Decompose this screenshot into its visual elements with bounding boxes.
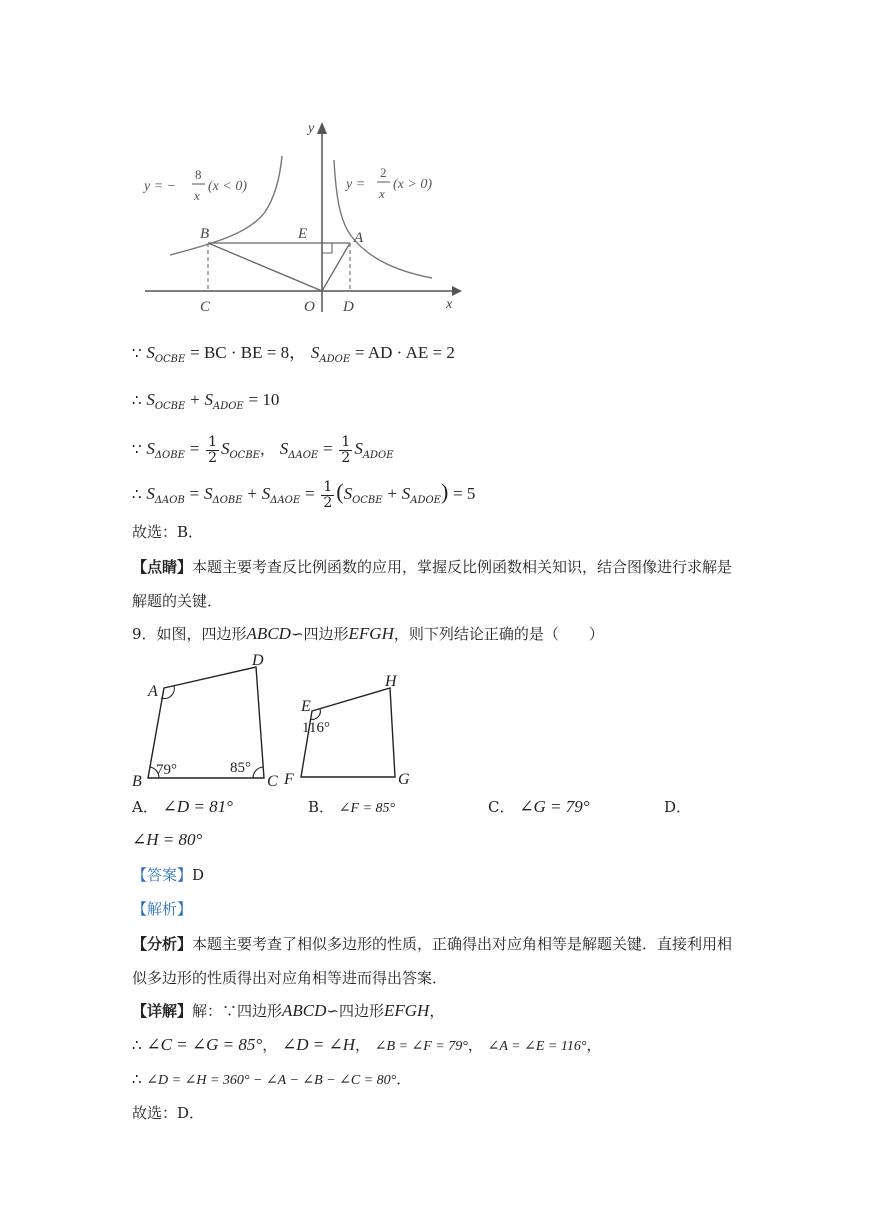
label-B: B — [132, 773, 142, 790]
solution-line-2 — [132, 390, 279, 417]
fraction-half — [206, 435, 219, 466]
label-x-axis: x — [446, 297, 453, 312]
area-symbol: S — [146, 343, 155, 362]
option-text: ∠H = 80° — [132, 830, 203, 849]
label-D: D — [252, 652, 264, 669]
subscript: ΔOBE — [154, 450, 185, 461]
option-text: ∠D = 81° — [162, 797, 233, 816]
equation-part: = 5 — [453, 484, 476, 503]
label-H: H — [385, 673, 397, 690]
analysis-label: 【解析】 — [132, 900, 193, 918]
angle-B-value: 79° — [156, 762, 177, 778]
numerator: 1 — [323, 478, 333, 495]
xiangjie-text: ， — [429, 1002, 445, 1020]
answer-line — [132, 865, 204, 885]
option-D-text — [132, 830, 202, 850]
eq-left-den: x — [194, 188, 200, 203]
segment-BO — [208, 243, 322, 291]
label-C: C — [200, 299, 211, 315]
area-symbol: S — [343, 484, 353, 503]
hyperbola-figure — [140, 112, 470, 322]
equation-part: ∠B = ∠F = 79° — [374, 1039, 468, 1054]
therefore-symbol: ∴ — [132, 391, 142, 409]
option-B[interactable] — [308, 797, 395, 819]
option-C[interactable] — [488, 797, 590, 817]
equation-part: = AD · AE = 2 — [354, 343, 455, 362]
subscript: ΔAOB — [154, 495, 185, 506]
label-F: F — [284, 771, 294, 788]
quad-name: ABCD — [282, 1001, 327, 1020]
tip-text: 本题主要考查反比例函数的应用，掌握反比例函数相关知识，结合图像进行求解是 — [192, 558, 733, 576]
choose-line-2: 故选：D． — [132, 1104, 205, 1122]
label-G: G — [398, 771, 410, 788]
angle-E-value: 116° — [302, 720, 330, 736]
plus-sign: + — [247, 484, 257, 503]
subscript: OCBE — [154, 401, 186, 412]
area-symbol: S — [204, 390, 213, 409]
quadrilateral-svg — [128, 648, 428, 793]
right-paren: ) — [440, 479, 449, 504]
tip-label: 【点睛】 — [132, 558, 193, 576]
area-symbol: S — [310, 343, 320, 362]
angle-C-value: 85° — [230, 760, 251, 776]
eq-right-prefix: y = — [346, 177, 366, 192]
subscript: ADOE — [212, 401, 244, 412]
fenxi-line-2: 似多边形的性质得出对应角相等进而得出答案． — [132, 969, 448, 987]
choose-line-1: 故选：B． — [132, 523, 204, 541]
comma: ， — [586, 1036, 602, 1054]
option-label: C． — [488, 798, 515, 816]
comma: ， — [262, 1036, 278, 1054]
period: ． — [396, 1070, 412, 1088]
quad-name: EFGH — [348, 624, 394, 643]
label-E: E — [298, 226, 308, 242]
eq-left-num: 8 — [195, 167, 202, 182]
answer-value: D — [192, 866, 205, 884]
area-symbol: S — [146, 390, 155, 409]
equals-sign: = — [189, 439, 200, 458]
equation-part: = 10 — [248, 390, 280, 409]
xiangjie-text: 解：∵四边形 — [192, 1002, 283, 1020]
area-symbol: S — [279, 439, 289, 458]
solution-line-3 — [132, 432, 394, 473]
equals-sign: = — [304, 484, 315, 503]
equation-part: ∠D = ∠H — [281, 1035, 355, 1054]
therefore-symbol: ∴ — [132, 485, 142, 503]
area-symbol: S — [261, 484, 271, 503]
eq-right-num: 2 — [380, 165, 387, 180]
option-D[interactable] — [664, 797, 691, 817]
because-symbol: ∵ — [132, 344, 142, 362]
option-label: D． — [664, 798, 692, 816]
eq-left-prefix: y = − — [144, 179, 177, 194]
label-C: C — [267, 773, 278, 790]
because-symbol: ∵ — [132, 440, 142, 458]
label-E: E — [301, 698, 311, 715]
equation-part: ∠A = ∠E = 116° — [487, 1039, 587, 1054]
xiangjie-line — [132, 1001, 444, 1021]
equals-sign: = — [323, 439, 333, 458]
equation-part: ∠D = ∠H = 360° − ∠A − ∠B − ∠C = 80° — [146, 1073, 397, 1088]
fenxi-line-1 — [132, 934, 732, 954]
angle-arc-C — [253, 767, 263, 778]
question-text: 四边形 — [303, 625, 349, 643]
comma: ， — [355, 1036, 371, 1054]
subscript: OCBE — [229, 450, 260, 461]
y-axis-arrow — [317, 122, 327, 134]
fenxi-text: 本题主要考查了相似多边形的性质，正确得出对应角相等是解题关键．直接利用相 — [192, 935, 733, 953]
equation-part: ∠C = ∠G = 85° — [146, 1035, 263, 1054]
denominator: 2 — [208, 449, 217, 466]
left-paren: ( — [336, 479, 344, 504]
left-curve — [170, 156, 282, 255]
area-symbol: S — [146, 484, 155, 503]
eq-right-cond: (x > 0) — [393, 177, 432, 192]
comma: ， — [259, 440, 275, 458]
quadrilateral-figure — [128, 648, 428, 793]
segment-AO — [322, 243, 350, 291]
plus-sign: + — [387, 484, 397, 503]
fraction-half — [339, 435, 352, 466]
fenxi-label: 【分析】 — [132, 935, 193, 953]
tip-line-1 — [132, 557, 732, 577]
similar-symbol: ∽ — [290, 625, 304, 643]
hyperbola-svg — [140, 112, 470, 322]
question-9 — [132, 624, 604, 644]
label-y-axis: y — [308, 121, 315, 136]
solution-line-1 — [132, 343, 455, 370]
detail-line-1 — [132, 1035, 601, 1057]
denominator: 2 — [341, 449, 351, 466]
option-text: ∠F = 85° — [338, 801, 396, 816]
question-text: 9．如图，四边形 — [132, 625, 247, 643]
xiangjie-text: 四边形 — [339, 1002, 385, 1020]
plus-sign: + — [190, 390, 200, 409]
numerator: 1 — [208, 433, 217, 450]
label-A: A — [354, 230, 364, 246]
therefore-symbol: ∴ — [132, 1036, 142, 1054]
area-symbol: S — [354, 439, 363, 458]
subscript: ΔOBE — [212, 495, 243, 506]
option-text: ∠G = 79° — [519, 797, 590, 816]
label-O: O — [304, 299, 315, 315]
denominator: 2 — [323, 494, 333, 511]
option-label: B． — [308, 798, 335, 816]
option-A[interactable] — [132, 797, 233, 817]
comma: ， — [467, 1036, 483, 1054]
similar-symbol: ∽ — [326, 1002, 339, 1020]
subscript: ΔAOE — [288, 450, 319, 461]
fraction-half — [321, 480, 334, 511]
subscript: OCBE — [352, 495, 383, 506]
label-B: B — [200, 226, 210, 242]
subscript: ADOE — [319, 354, 351, 365]
area-symbol: S — [220, 439, 230, 458]
solution-line-4 — [132, 475, 475, 518]
xiangjie-label: 【详解】 — [132, 1002, 193, 1020]
answer-label: 【答案】 — [132, 866, 193, 884]
therefore-symbol: ∴ — [132, 1070, 142, 1088]
detail-line-2 — [132, 1069, 411, 1091]
subscript: ADOE — [362, 450, 394, 461]
x-axis-arrow — [452, 286, 462, 296]
area-symbol: S — [203, 484, 213, 503]
subscript: ΔAOE — [270, 495, 301, 506]
numerator: 1 — [341, 433, 351, 450]
label-A: A — [148, 683, 158, 700]
right-angle-mark — [322, 243, 332, 253]
equation-part: = BC · BE = 8， — [190, 343, 307, 362]
area-symbol: S — [146, 439, 155, 458]
quad-name: EFGH — [384, 1001, 430, 1020]
area-symbol: S — [401, 484, 411, 503]
eq-right-den: x — [379, 186, 385, 201]
eq-left-cond: (x < 0) — [208, 179, 247, 194]
quad-name: ABCD — [246, 624, 291, 643]
subscript: ADOE — [410, 495, 441, 506]
label-D: D — [343, 299, 354, 315]
equals-sign: = — [189, 484, 200, 503]
tip-line-2: 解题的关键． — [132, 592, 223, 610]
question-text: ，则下列结论正确的是（ ） — [393, 625, 604, 643]
option-label: A． — [132, 798, 158, 816]
subscript: OCBE — [154, 354, 186, 365]
